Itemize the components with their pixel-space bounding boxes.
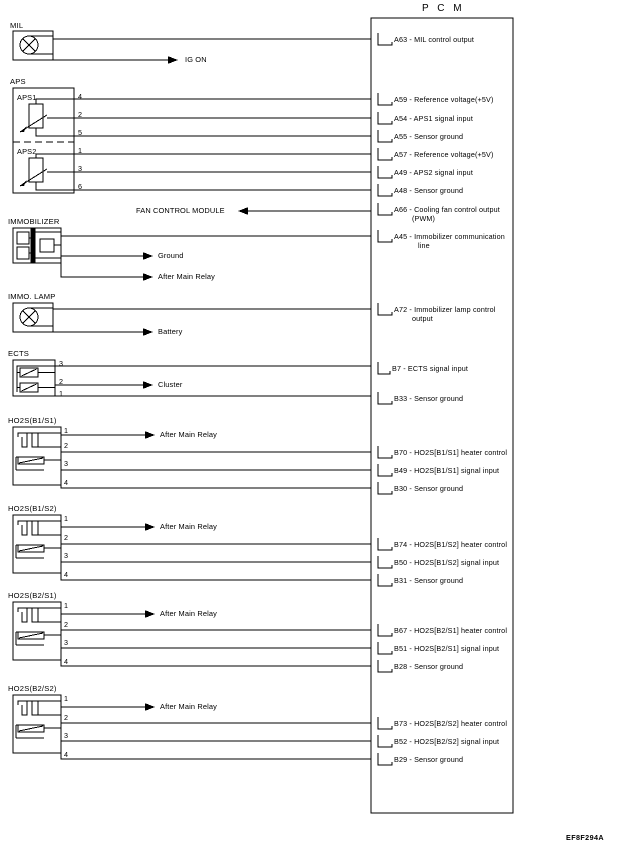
arrow-fan-control bbox=[238, 207, 248, 215]
pin-number-aps-4: 4 bbox=[78, 92, 83, 101]
pcm-pin-a66: A66 - Cooling fan control output bbox=[394, 205, 500, 214]
aps1-wire-4 bbox=[36, 99, 371, 104]
wire-b2s2-b73 bbox=[38, 715, 371, 723]
component-label-mil: MIL bbox=[10, 21, 24, 30]
destination-after-main-relay-b2s1: After Main Relay bbox=[160, 609, 218, 618]
ho2s-b2s2-heater bbox=[18, 701, 38, 715]
pin-number-b2s1-4: 4 bbox=[64, 657, 69, 666]
page-title: P C M bbox=[422, 3, 465, 14]
wire-b2s2-b29 bbox=[61, 753, 371, 759]
pcm-pin-b30: B30 - Sensor ground bbox=[394, 484, 464, 493]
wire-mil-igon bbox=[29, 54, 168, 60]
destination-after-main-relay-b1s2: After Main Relay bbox=[160, 522, 218, 531]
destination-ground: Ground bbox=[158, 251, 184, 260]
pin-number-b1s2-2: 2 bbox=[64, 533, 69, 542]
wire-b1s1-b70 bbox=[38, 447, 371, 452]
pin-number-b1s2-1: 1 bbox=[64, 514, 69, 523]
wire-b1s2-amr bbox=[18, 521, 145, 527]
pin-number-ects-1: 1 bbox=[59, 389, 64, 398]
destination-after-main-relay-b1s1: After Main Relay bbox=[160, 430, 218, 439]
pcm-pin-a72-line2: output bbox=[412, 314, 433, 323]
component-sublabel-aps2: APS2 bbox=[17, 147, 37, 156]
pcm-pin-b73: B73 - HO2S[B2/S2] heater control bbox=[394, 719, 508, 728]
arrow-ground bbox=[143, 252, 153, 260]
wire-immo-ground bbox=[54, 245, 143, 256]
arrow-cluster bbox=[143, 381, 153, 389]
wire-ects-cluster bbox=[38, 373, 143, 386]
wire-b1s1-b49 bbox=[44, 460, 371, 470]
aps1-wire-5 bbox=[36, 128, 371, 136]
wire-immolamp-battery bbox=[29, 326, 143, 332]
pin-number-b2s1-1: 1 bbox=[64, 601, 69, 610]
immobilizer-coil-lower bbox=[17, 247, 29, 259]
arrow-amr-b2s1 bbox=[145, 610, 155, 618]
destination-ig-on: IG ON bbox=[185, 55, 207, 64]
pin-number-aps-2: 2 bbox=[78, 110, 83, 119]
pin-number-b1s2-4: 4 bbox=[64, 570, 69, 579]
pcm-pin-a72: A72 - Immobilizer lamp control bbox=[394, 305, 496, 314]
pin-number-aps-1: 1 bbox=[78, 146, 83, 155]
immobilizer-core bbox=[31, 229, 35, 262]
wire-b1s1-amr bbox=[18, 433, 145, 435]
ho2s-b1s2-box bbox=[13, 515, 61, 573]
destination-after-main-relay-b2s2: After Main Relay bbox=[160, 702, 218, 711]
pin-number-aps-5: 5 bbox=[78, 128, 83, 137]
wire-b2s2-amr bbox=[18, 701, 145, 707]
pin-number-b1s1-4: 4 bbox=[64, 478, 69, 487]
pin-number-b1s1-2: 2 bbox=[64, 441, 69, 450]
wire-b1s1-b30 bbox=[61, 485, 371, 488]
pcm-pin-b31: B31 - Sensor ground bbox=[394, 576, 464, 585]
pcm-pin-a55: A55 - Sensor ground bbox=[394, 132, 464, 141]
wire-b1s2-b74 bbox=[38, 535, 371, 544]
immobilizer-coil-upper bbox=[17, 232, 29, 244]
pin-number-aps-6: 6 bbox=[78, 182, 83, 191]
component-sublabel-aps1: APS1 bbox=[17, 93, 37, 102]
pcm-pin-b51: B51 - HO2S[B2/S1] signal input bbox=[394, 644, 500, 653]
wire-immolamp-a72 bbox=[29, 308, 371, 309]
pcm-pin-b49: B49 - HO2S[B1/S1] signal input bbox=[394, 466, 500, 475]
pcm-pin-b70: B70 - HO2S[B1/S1] heater control bbox=[394, 448, 508, 457]
pin-number-b1s1-3: 3 bbox=[64, 459, 69, 468]
pcm-pin-a59: A59 - Reference voltage(+5V) bbox=[394, 95, 494, 104]
ects-outer-box bbox=[13, 360, 55, 396]
arrow-amr-b1s2 bbox=[145, 523, 155, 531]
pin-number-ects-3: 3 bbox=[59, 359, 64, 368]
destination-after-main-relay-immo: After Main Relay bbox=[158, 272, 216, 281]
pcm-pin-b52: B52 - HO2S[B2/S2] signal input bbox=[394, 737, 500, 746]
component-label-immo-lamp: IMMO. LAMP bbox=[8, 292, 56, 301]
pcm-pin-a45-line2: line bbox=[418, 241, 430, 250]
destination-cluster: Cluster bbox=[158, 380, 183, 389]
aps2-resistor bbox=[29, 158, 43, 182]
wire-ects-b33 bbox=[38, 388, 371, 397]
aps2-wire-1 bbox=[36, 154, 371, 158]
wire-immo-amr bbox=[35, 258, 143, 277]
arrow-after-main-relay-immo bbox=[143, 273, 153, 281]
arrow-battery bbox=[143, 328, 153, 336]
pcm-pin-terminals bbox=[378, 33, 392, 765]
destination-battery: Battery bbox=[158, 327, 183, 336]
wire-b2s1-amr bbox=[18, 608, 145, 614]
ho2s-b1s1-box bbox=[13, 427, 61, 485]
immobilizer-transponder bbox=[40, 239, 54, 252]
pcm-pin-b50: B50 - HO2S[B1/S2] signal input bbox=[394, 558, 500, 567]
pcm-pin-b67: B67 - HO2S[B2/S1] heater control bbox=[394, 626, 508, 635]
component-label-immobilizer: IMMOBILIZER bbox=[8, 217, 60, 226]
pcm-pin-b28: B28 - Sensor ground bbox=[394, 662, 464, 671]
pcm-pin-b74: B74 - HO2S[B1/S2] heater control bbox=[394, 540, 508, 549]
arrow-amr-b1s1 bbox=[145, 431, 155, 439]
pin-number-b2s2-1: 1 bbox=[64, 694, 69, 703]
pin-number-b1s2-3: 3 bbox=[64, 551, 69, 560]
pcm-pin-a54: A54 - APS1 signal input bbox=[394, 114, 473, 123]
component-label-ho2s-b2s2: HO2S(B2/S2) bbox=[8, 684, 57, 693]
pcm-pin-a45: A45 - Immobilizer communication bbox=[394, 232, 505, 241]
destination-fan-control-module: FAN CONTROL MODULE bbox=[136, 206, 225, 215]
wire-mil-a63 bbox=[29, 36, 371, 39]
component-label-ects: ECTS bbox=[8, 349, 30, 358]
pcm-pin-a49: A49 - APS2 signal input bbox=[394, 168, 473, 177]
pcm-pin-b7: B7 - ECTS signal input bbox=[392, 364, 469, 373]
component-label-aps: APS bbox=[10, 77, 26, 86]
wire-b1s2-b50 bbox=[44, 548, 371, 562]
pin-number-b2s1-3: 3 bbox=[64, 638, 69, 647]
pin-number-b2s1-2: 2 bbox=[64, 620, 69, 629]
arrow-amr-b2s2 bbox=[145, 703, 155, 711]
arrow-ig-on bbox=[168, 56, 178, 64]
pcm-pin-a57: A57 - Reference voltage(+5V) bbox=[394, 150, 494, 159]
wire-b2s2-b52 bbox=[44, 728, 371, 741]
component-label-ho2s-b2s1: HO2S(B2/S1) bbox=[8, 591, 57, 600]
ho2s-b2s2-box bbox=[13, 695, 61, 753]
mil-connector-box bbox=[13, 31, 53, 60]
wire-b2s1-b67 bbox=[38, 622, 371, 630]
pin-number-aps-3: 3 bbox=[78, 164, 83, 173]
wire-b1s2-b31 bbox=[61, 573, 371, 580]
pcm-pin-a63: A63 - MIL control output bbox=[394, 35, 475, 44]
ho2s-b2s1-box bbox=[13, 602, 61, 660]
pcm-pin-a48: A48 - Sensor ground bbox=[394, 186, 464, 195]
wire-b2s1-b28 bbox=[61, 660, 371, 666]
ho2s-b2s1-heater bbox=[18, 608, 38, 622]
pin-number-b1s1-1: 1 bbox=[64, 426, 69, 435]
pcm-pin-b29: B29 - Sensor ground bbox=[394, 755, 464, 764]
aps2-wire-6 bbox=[36, 182, 371, 190]
immo-lamp-box bbox=[13, 303, 53, 332]
component-label-ho2s-b1s2: HO2S(B1/S2) bbox=[8, 504, 57, 513]
pcm-pin-a66-line2: (PWM) bbox=[412, 214, 436, 223]
pin-number-b2s2-2: 2 bbox=[64, 713, 69, 722]
component-label-ho2s-b1s1: HO2S(B1/S1) bbox=[8, 416, 57, 425]
pin-number-b2s2-3: 3 bbox=[64, 731, 69, 740]
pcm-pin-b33: B33 - Sensor ground bbox=[394, 394, 464, 403]
aps1-resistor bbox=[29, 104, 43, 128]
wire-immo-a45 bbox=[35, 232, 371, 236]
ho2s-b1s1-heater bbox=[18, 433, 38, 447]
wire-b2s1-b51 bbox=[44, 635, 371, 648]
figure-code: EF8F294A bbox=[566, 833, 604, 842]
pin-number-ects-2: 2 bbox=[59, 377, 64, 386]
pin-number-b2s2-4: 4 bbox=[64, 750, 69, 759]
ho2s-b1s2-heater bbox=[18, 521, 38, 535]
